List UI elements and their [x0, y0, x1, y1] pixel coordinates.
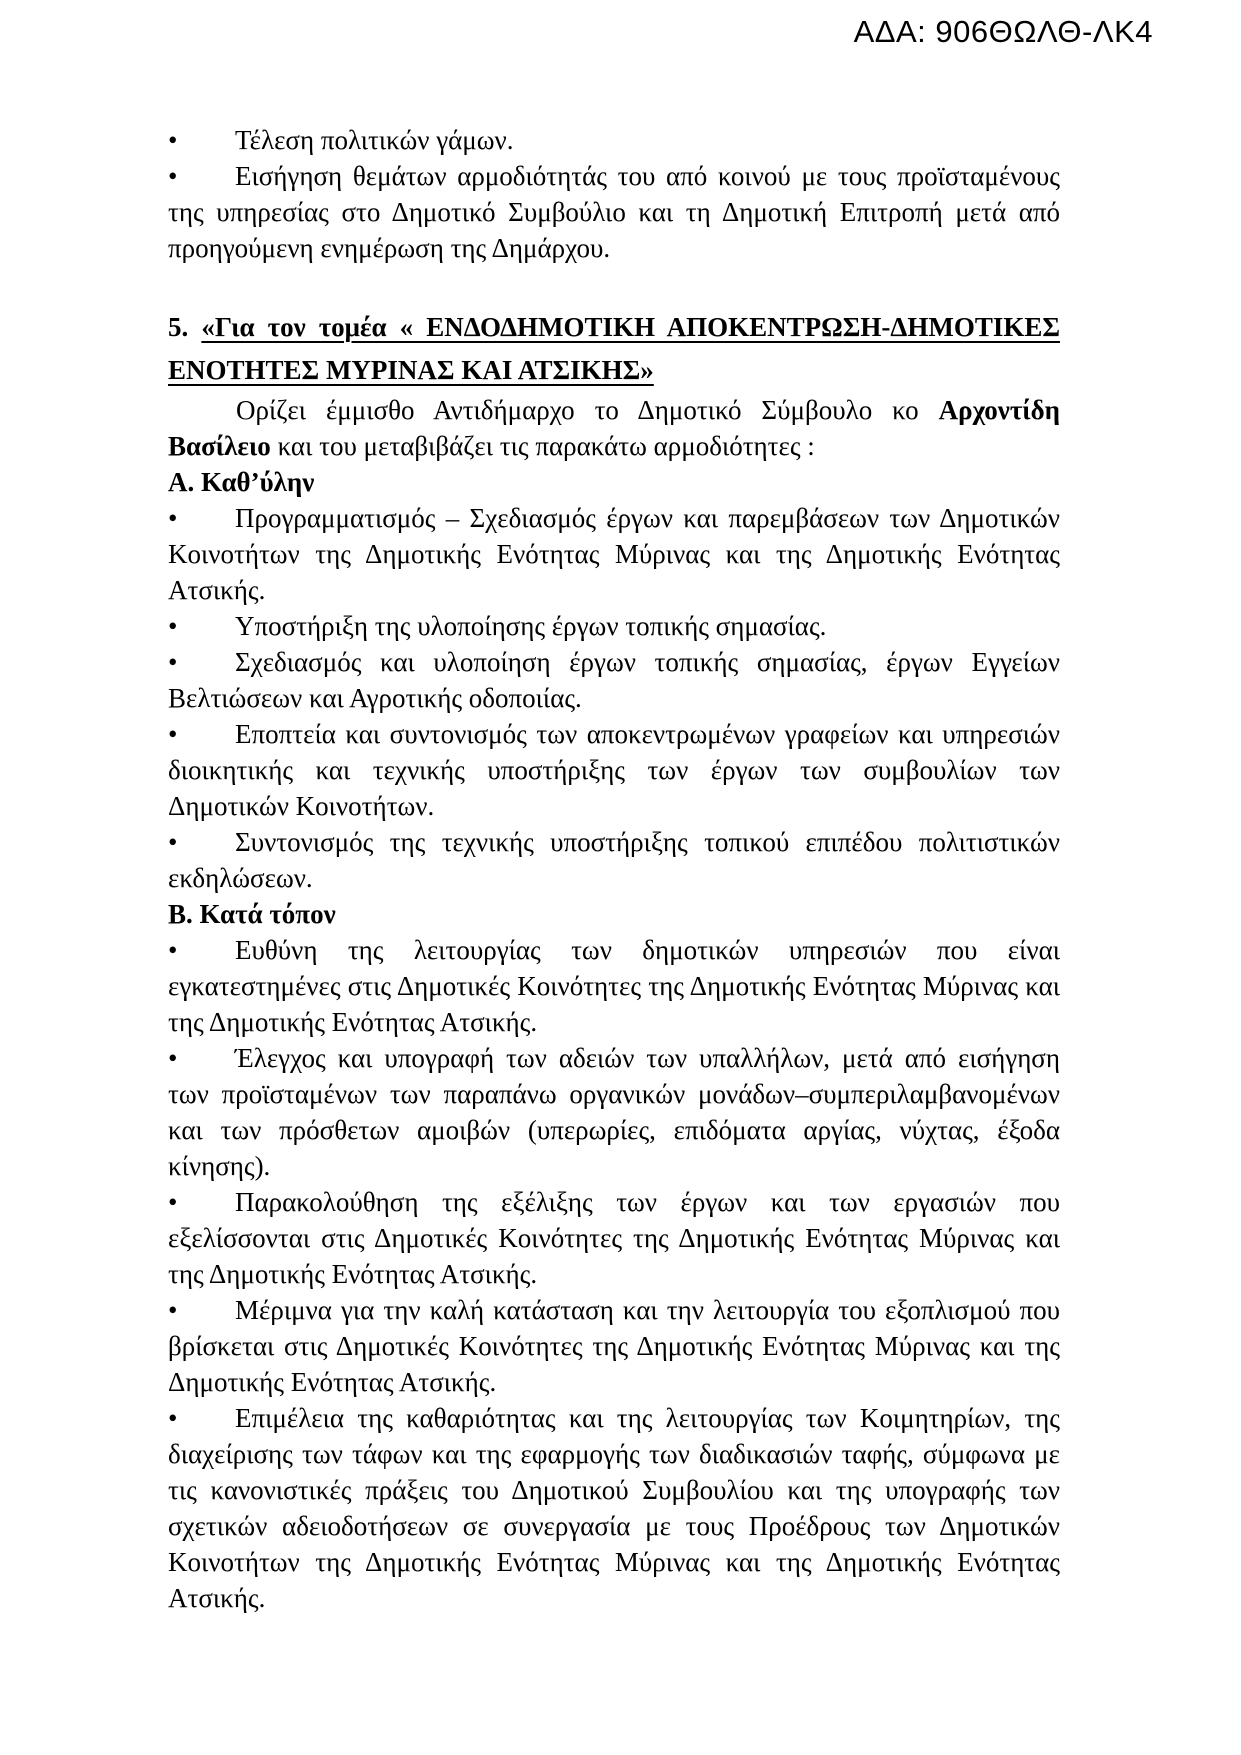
list-item-text: Προγραμματισμός – Σχεδιασμός έργων και παρεμβάσεων των Δημοτικών Κοινοτήτων της Δημοτικής Ενότητας Μύρινας και της Δημοτικής Ενότητας Ατσικής.: [168, 503, 1060, 605]
bullet-marker-icon: •: [168, 1043, 178, 1073]
bullet-marker-icon: •: [168, 1403, 178, 1433]
list-item: [168, 932, 1060, 1040]
bullet-marker-icon: •: [168, 719, 178, 749]
list-item-text: Εισήγηση θεμάτων αρμοδιότητάς του από κοινού με τους προϊσταμένους της υπηρεσίας στο Δημοτικό Συμβούλιο και τη Δημοτική Επιτροπή μετά από προηγούμενη ενημέρωση της Δημάρχου.: [168, 161, 1060, 263]
subsection-heading-b: Β. Κατά τόπον: [168, 899, 336, 929]
bullet-marker-icon: •: [168, 161, 178, 191]
list-item-text: Σχεδιασμός και υλοποίηση έργων τοπικής σημασίας, έργων Εγγείων Βελτιώσεων και Αγροτικής οδοποιίας.: [168, 647, 1060, 713]
appointment-tail: και του μεταβιβάζει τις παρακάτω αρμοδιότητες :: [270, 431, 815, 461]
appointment-lead: Ορίζει έμμισθο Αντιδήμαρχο το Δημοτικό Σύμβουλο κο: [236, 395, 939, 425]
list-item-text: Υποστήριξη της υλοποίησης έργων τοπικής σημασίας.: [235, 611, 827, 641]
list-item-text: Μέριμνα για την καλή κατάσταση και την λειτουργία του εξοπλισμού που βρίσκεται στις Δημοτικές Κοινότητες της Δημοτικής Ενότητας Μύρινας και της Δημοτικής Ενότητας Ατσικής.: [168, 1295, 1060, 1397]
list-item: [168, 608, 1060, 644]
list-item-text: Παρακολούθηση της εξέλιξης των έργων και των εργασιών που εξελίσσονται στις Δημοτικές Κοινότητες της Δημοτικής Ενότητας Μύρινας και της Δημοτικής Ενότητας Ατσικής.: [168, 1187, 1060, 1289]
list-item: [168, 1400, 1060, 1616]
subsection-heading-a: Α. Καθ’ύλην: [168, 467, 315, 497]
list-item-text: Εποπτεία και συντονισμός των αποκεντρωμένων γραφείων και υπηρεσιών διοικητικής και τεχνικής υποστήριξης των έργων των συμβουλίων των Δημοτικών Κοινοτήτων.: [168, 719, 1060, 821]
list-item: [168, 1292, 1060, 1400]
list-item-text: Τέλεση πολιτικών γάμων.: [235, 125, 514, 155]
section-title: «Για τον τομέα « ΕΝΔΟΔΗΜΟΤΙΚΗ ΑΠΟΚΕΝΤΡΩΣΗ-ΔΗΜΟΤΙΚΕΣ ΕΝΟΤΗΤΕΣ ΜΥΡΙΝΑΣ ΚΑΙ ΑΤΣΙΚΗΣ»: [168, 312, 1061, 385]
bullet-marker-icon: •: [168, 827, 178, 857]
list-item: [168, 500, 1060, 608]
bullet-marker-icon: •: [168, 1295, 178, 1325]
section-number: 5.: [168, 312, 189, 342]
list-item-text: Επιμέλεια της καθαριότητας και της λειτουργίας των Κοιμητηρίων, της διαχείρισης των τάφων και της εφαρμογής των διαδικασιών ταφής, σύμφωνα με τις κανονιστικές πράξεις του Δημοτικού Συμβουλίου και της υπογραφής των σχετικών αδειοδοτήσεων σε συνεργασία με τους Προέδρους των Δημοτικών Κοινοτήτων της Δημοτικής Ενότητας Μύρινας και της Δημοτικής Ενότητας Ατσικής.: [168, 1403, 1060, 1613]
list-item-text: Συντονισμός της τεχνικής υποστήριξης τοπικού επιπέδου πολιτιστικών εκδηλώσεων.: [168, 827, 1060, 893]
bullet-marker-icon: •: [168, 503, 178, 533]
list-item: [168, 1040, 1060, 1184]
bullet-marker-icon: •: [168, 125, 178, 155]
section-heading: [168, 306, 1060, 392]
list-item: [168, 716, 1060, 824]
appointee-name: Αρχοντίδη Βασίλειο: [168, 395, 1060, 461]
appointment-paragraph: [168, 392, 1060, 464]
list-item: [168, 1184, 1060, 1292]
bullet-marker-icon: •: [168, 647, 178, 677]
bullet-marker-icon: •: [168, 935, 178, 965]
bullet-marker-icon: •: [168, 611, 178, 641]
bullet-marker-icon: •: [168, 1187, 178, 1217]
list-item-text: Έλεγχος και υπογραφή των αδειών των υπαλλήλων, μετά από εισήγηση των προϊσταμένων των παραπάνω οργανικών μονάδων–συμπεριλαμβανομένων και των πρόσθετων αμοιβών (υπερωρίες, επιδόματα αργίας, νύχτας, έξοδα κίνησης).: [168, 1043, 1060, 1181]
list-item: [168, 824, 1060, 896]
list-item: [168, 158, 1060, 266]
list-item: [168, 122, 1060, 158]
document-body: [168, 122, 1060, 1616]
list-item: [168, 644, 1060, 716]
ada-code: ΑΔΑ: 906ΘΩΛΘ-ΛΚ4: [853, 14, 1153, 49]
list-item-text: Ευθύνη της λειτουργίας των δημοτικών υπηρεσιών που είναι εγκατεστημένες στις Δημοτικές Κοινότητες της Δημοτικής Ενότητας Μύρινας και της Δημοτικής Ενότητας Ατσικής.: [168, 935, 1060, 1037]
